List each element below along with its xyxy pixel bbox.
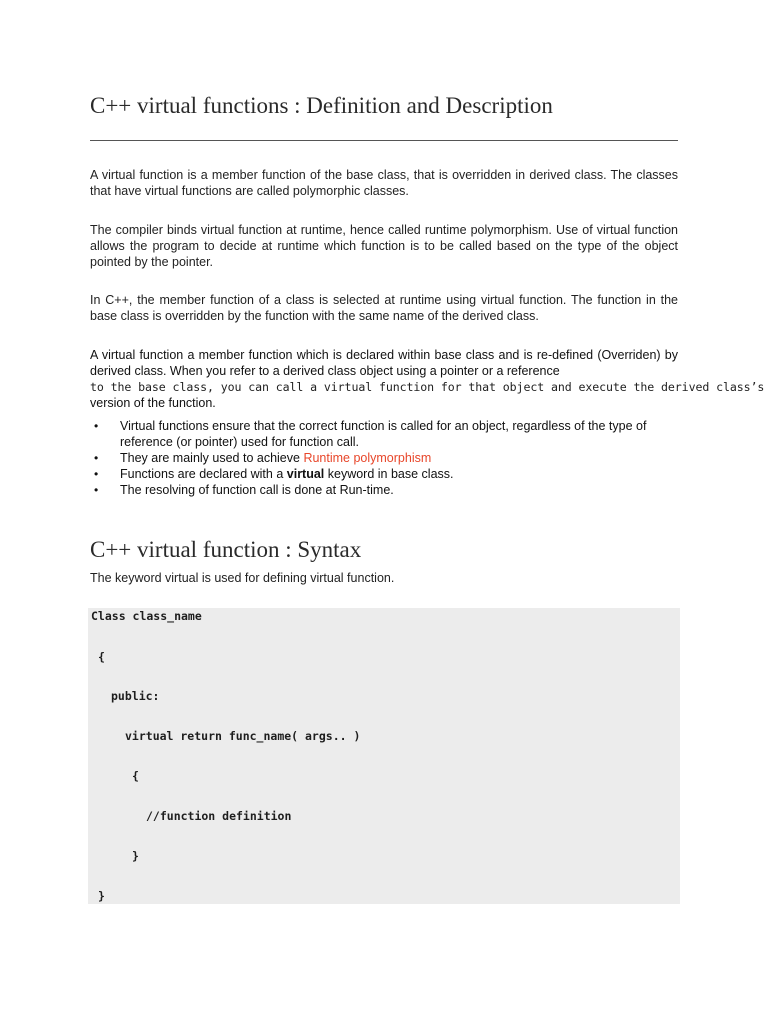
code-line: public: — [111, 689, 160, 703]
list-item — [90, 450, 678, 466]
list-item-text: Functions are declared with a — [120, 467, 287, 481]
list-item-text: The resolving of function call is done at Run-time. — [120, 483, 394, 497]
paragraph-definition: A virtual function is a member function of the base class, that is overridden in derived class. The classes that have virtual functions are called polymorphic classes. — [90, 168, 678, 198]
bullet-icon: • — [94, 467, 99, 481]
title-divider — [90, 140, 678, 141]
list-item-text: They are mainly used to achieve — [120, 451, 304, 465]
code-line: virtual return func_name( args.. ) — [125, 729, 361, 743]
code-line: } — [98, 889, 105, 903]
list-item — [90, 418, 678, 450]
bullet-icon: • — [94, 451, 99, 465]
syntax-intro: The keyword virtual is used for defining virtual function. — [90, 571, 395, 585]
code-line: Class class_name — [91, 609, 202, 623]
syntax-heading: C++ virtual function : Syntax — [90, 537, 362, 562]
paragraph-redefinition-line2: to the base class, you can call a virtual function for that object and execute the derived class’s — [90, 380, 765, 394]
page-title: C++ virtual functions : Definition and Description — [90, 93, 553, 118]
paragraph-redefinition-line3: version of the function. — [90, 396, 216, 410]
code-line: } — [132, 849, 139, 863]
runtime-polymorphism-link[interactable]: Runtime polymorphism — [303, 451, 432, 465]
paragraph-redefinition-line1: A virtual function a member function which is declared within base class and is re-defined (Overriden) by derived class. When you refer to a derived class object using a pointer or a reference — [90, 348, 678, 378]
list-item-text-suffix: keyword in base class. — [324, 467, 454, 481]
virtual-keyword: virtual — [286, 467, 325, 481]
code-line: //function definition — [146, 809, 292, 823]
code-line: { — [132, 769, 139, 783]
bullet-icon: • — [94, 483, 99, 497]
list-item — [90, 482, 678, 498]
code-block — [88, 608, 680, 904]
code-line: { — [98, 650, 105, 664]
list-item-text: Virtual functions ensure that the correct function is called for an object, regardless of the type of reference (or pointer) used for function call. — [120, 419, 647, 449]
bullet-icon: • — [94, 419, 99, 433]
paragraph-runtime-binding: The compiler binds virtual function at runtime, hence called runtime polymorphism. Use of virtual function allows the program to decide at runtime which function is to be called based on the type of the object pointed by the pointer. — [90, 223, 678, 269]
paragraph-member-selection: In C++, the member function of a class is selected at runtime using virtual function. The function in the base class is overridden by the function with the same name of the derived class. — [90, 293, 678, 323]
feature-list — [90, 418, 678, 498]
list-item — [90, 466, 678, 482]
